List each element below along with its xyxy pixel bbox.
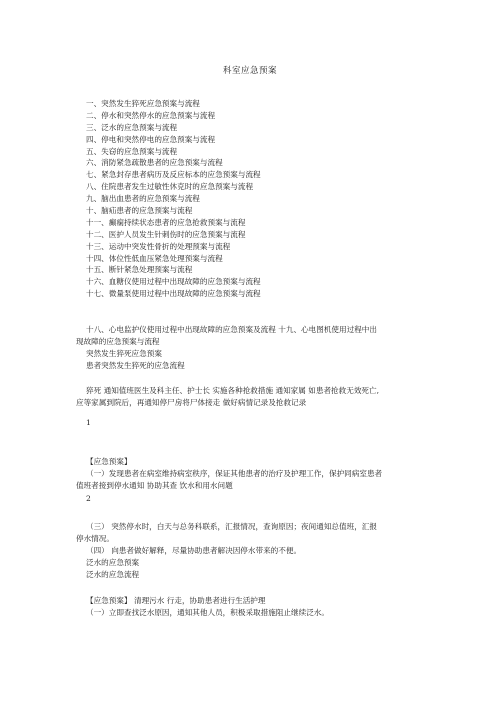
toc-item: 十四、体位性低血压紧急处理预案与流程: [86, 253, 223, 263]
toc-item: 十一、癫痫持续状态患者的应急抢救预案与流程: [86, 217, 246, 227]
paragraph-line: 猝死 通知值班医生及科主任、护士长 实施各种抢救措施 通知家属 如患者抢救无效死亡,: [86, 386, 380, 395]
toc-item: 七、紧急封存患者病历及反应标本的应急预案与流程: [86, 170, 261, 180]
page-title: 科室应急预案: [222, 66, 277, 76]
toc-item: 三、泛水的应急预案与流程: [86, 122, 178, 132]
page-number: 1: [86, 418, 91, 427]
toc-item: 十、脑疝患者的应急预案与流程: [86, 206, 193, 216]
flow-paragraph: [76, 385, 426, 409]
page-number: 2: [86, 494, 91, 503]
toc-long-line: 十八、心电监护仪使用过程中出现故障的应急预案及流程 十九、心电图机使用过程中出: [86, 325, 377, 334]
section-flow-heading: 患者突然发生猝死的应急流程: [86, 361, 185, 370]
section-heading: 泛水的应急预案: [86, 558, 140, 567]
toc-item: 十三、运动中突发性骨折的处理预案与流程: [86, 241, 231, 251]
paragraph: [76, 521, 426, 545]
toc-item: 十六、血糖仪使用过程中出现故障的应急预案与流程: [86, 277, 261, 287]
table-of-contents: [86, 98, 426, 300]
toc-item-long: [76, 324, 426, 348]
section-heading: 【应急预案】 清理污水 行走，协助患者进行生活护理: [86, 596, 266, 605]
toc-item: 八、住院患者发生过敏性休克时的应急预案与流程: [86, 182, 254, 192]
toc-item: 二、停水和突然停水的应急预案与流程: [86, 110, 216, 120]
toc-item: 四、停电和突然停电的应急预案与流程: [86, 134, 216, 144]
paragraph-line: 值班者接到停水通知 协助其查 饮水和用水问题: [76, 480, 233, 490]
toc-item: 十二、医护人员发生针刺伤时的应急预案与流程: [86, 229, 246, 239]
paragraph-line: 停水情况。: [76, 533, 114, 543]
paragraph: （四） 向患者做好解释，尽量协助患者解决因停水带来的不便。: [86, 546, 302, 555]
toc-long-line: 现故障的应急预案与流程: [76, 336, 160, 346]
section-heading: 泛水的应急流程: [86, 570, 140, 579]
paragraph: （一）立即查找泛水原因，通知其他人员，积极采取措施阻止继续泛水。: [86, 608, 329, 617]
toc-item: 六、消防紧急疏散患者的应急预案与流程: [86, 158, 223, 168]
section-heading: 突然发生猝死应急预案: [86, 349, 162, 358]
toc-item: 十五、断针紧急处理预案与流程: [86, 265, 193, 275]
section-heading: 【应急预案】: [86, 457, 132, 466]
toc-item: 一、突然发生猝死应急预案与流程: [86, 99, 200, 108]
paragraph-line: （一）发现患者在病室维持病室秩序，保证其他患者的治疗及护理工作，保护同病室患者: [86, 469, 383, 478]
toc-item: 五、失窃的应急预案与流程: [86, 146, 178, 156]
paragraph: [76, 468, 426, 492]
toc-item: 九、脑出血患者的应急预案与流程: [86, 194, 200, 204]
paragraph-line: （三） 突然停水时，白天与总务科联系，汇报情况，查询原因；夜间通知总值班，汇报: [86, 522, 377, 531]
paragraph-line: 应等家属到院后，再通知停尸房将尸体接走 做好病情记录及抢救记录: [76, 397, 307, 407]
toc-item: 十七、微量泵使用过程中出现故障的应急预案与流程: [86, 289, 261, 299]
